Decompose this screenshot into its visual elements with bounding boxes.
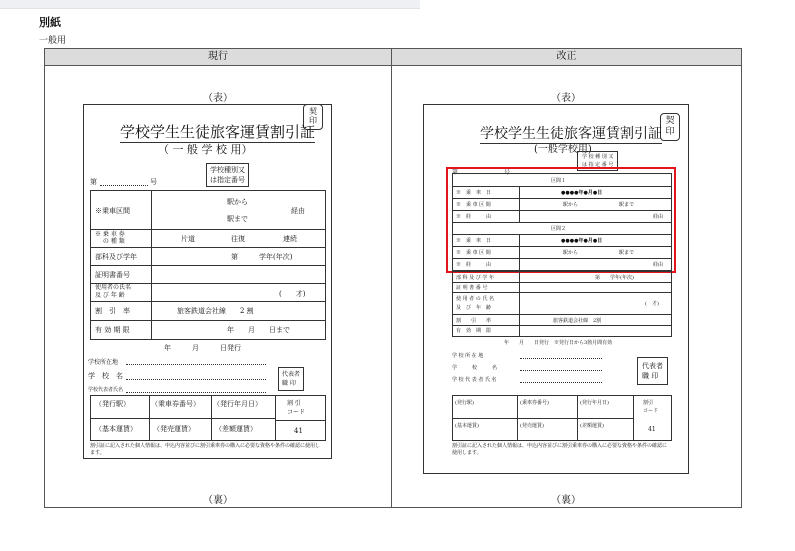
current-route-via: 経由 — [291, 207, 305, 215]
revised-section2-label: 区間２ — [551, 226, 567, 232]
revised-section1-via-label: ※ 経 由 — [456, 214, 492, 220]
revised-grid-base-fare: (基本運賃) — [455, 423, 479, 429]
revised-grid-sale-fare: (発売運賃) — [520, 423, 544, 429]
current-principal: 学校代表者氏名 — [88, 387, 124, 393]
revised-no-label: 号 — [504, 169, 511, 176]
current-school-type: 学校種別又 は指定番号 — [206, 163, 249, 187]
current-ticket-type-label: ※ 乗 車 券 の 種 類 — [95, 231, 125, 245]
revised-section2-route-label: ※ 乗 車 区 間 — [456, 250, 491, 256]
current-school-name-blank — [126, 371, 266, 380]
current-user-label: 使用者の氏名 及 び 年 齢 — [95, 284, 132, 299]
revised-section1-ride-date-label: ※ 乗 車 日 — [456, 190, 492, 196]
current-grid-issue-station: （発行駅） — [95, 400, 130, 408]
current-user-age: ( 才) — [279, 290, 306, 298]
revised-grid-discount-code: 割引 コード — [643, 400, 659, 414]
revised-school-addr-blank — [520, 352, 602, 359]
revised-user-age: ( 才) — [645, 301, 659, 307]
current-grid-sale-fare: （発売運賃） — [153, 425, 195, 433]
revised-back-grid — [452, 395, 672, 441]
current-issue-line: 年 月 日発行 — [164, 344, 241, 352]
revised-section1-route-to: 駅まで — [619, 202, 635, 208]
current-form-table — [90, 190, 326, 340]
current-discount-value: 旅客鉄道会社線 2 割 — [177, 307, 254, 315]
current-validity-label: 有 効 期 限 — [95, 326, 130, 334]
revised-section2-ride-date: ●●●●年●月●日 — [561, 238, 603, 244]
revised-section1-route-from: 駅から — [563, 202, 579, 208]
revised-user-label: 使 用 者 の 氏 名 及 び 年 齢 — [456, 296, 494, 311]
current-school-addr: 学校所在地 — [88, 359, 119, 366]
revised-section2-route-to: 駅まで — [619, 250, 635, 256]
current-ticket-type-oneway: 片道 — [181, 235, 195, 243]
current-cert-label: 証明書番号 — [95, 271, 130, 279]
top-scroll-bar — [0, 0, 420, 9]
current-no-prefix: 第 — [90, 178, 97, 186]
current-grid-issue-date: （発行年月日） — [213, 400, 262, 408]
revised-section2-via-value: 経由 — [653, 262, 664, 268]
revised-grid-ticket-no: (乗車券番号) — [520, 400, 549, 406]
revised-dept-label: 部 科 及 び 学 年 — [456, 275, 494, 281]
revised-grid-diff-fare: (差額運賃) — [580, 423, 604, 429]
current-grid-ticket-no: （乗車券番号） — [151, 400, 200, 408]
revised-section1-label: 区間１ — [551, 178, 567, 184]
revised-section2-route-from: 駅から — [563, 250, 579, 256]
current-grid-base-fare: （基本運賃） — [95, 425, 137, 433]
revised-issue-line: 年 月 日発行 ※発行日から3箇月間有効 — [504, 340, 613, 346]
column-header-current: 現行 — [45, 49, 392, 66]
revised-privacy-note: 割引証に記入された個人情報は、申込内容並びに割引乗車券の購入に必要な資格や条件の確認に使用します。 — [452, 443, 668, 456]
revised-rep-stamp: 代表者 職 印 — [637, 357, 668, 385]
revised-dept-value: 第 学年(年次) — [595, 275, 634, 281]
current-grid-discount-code: 割 引 コード — [287, 400, 306, 416]
current-route-label: ※乗車区間 — [95, 207, 130, 215]
current-route-to: 駅まで — [227, 215, 248, 223]
column-header-revised: 改正 — [392, 49, 741, 66]
revised-form-table — [452, 271, 672, 337]
current-privacy-note: 割引証に記入された個人情報は、申込内容並びに割引乗車券の購入に必要な資格や条件の確認に使用します。 — [90, 443, 321, 456]
current-back-label: （裏） — [203, 495, 233, 506]
current-grid-code-value: 41 — [294, 427, 303, 435]
current-rep-stamp: 代表者 職 印 — [278, 367, 304, 391]
current-dept-value: 第 学年(年次) — [231, 253, 293, 261]
current-dept-label: 部科及び学年 — [95, 253, 137, 261]
revised-section1-via-value: 経由 — [653, 214, 664, 220]
current-route-from: 駅から — [227, 198, 248, 206]
current-contract-stamp: 契 印 — [303, 104, 323, 130]
revised-discount-value: 旅客鉄道会社線 2割 — [553, 318, 602, 324]
current-school-addr-blank — [126, 357, 266, 365]
current-ticket-title: 学校学生生徒旅客運賃割引証 — [120, 123, 316, 141]
revised-grid-issue-station: (発行駅) — [455, 400, 474, 406]
revised-ticket-title: 学校学生生徒旅客運賃割引証 — [480, 123, 662, 144]
revised-grid-code-value: 41 — [648, 426, 656, 433]
revised-section1-route-label: ※ 乗 車 区 間 — [456, 202, 491, 208]
page-title: 別紙 — [39, 16, 61, 29]
revised-no-prefix: 第 — [452, 169, 459, 176]
current-no-label: 号 — [150, 178, 157, 186]
current-school-name: 学 校 名 — [88, 372, 123, 380]
revised-school-name: 学 校 名 — [452, 365, 498, 371]
current-ticket-subtitle: （ 一 般 学 校 用） — [158, 143, 253, 156]
current-back-grid — [90, 395, 326, 441]
current-ticket-type-continuous: 連続 — [283, 235, 297, 243]
revised-section1-ride-date: ●●●●年●月●日 — [561, 190, 603, 196]
revised-change-highlight — [446, 167, 676, 273]
revised-validity-label: 有 効 期 限 — [456, 328, 492, 334]
current-grid-diff-fare: （差額運賃） — [215, 425, 257, 433]
comparison-table — [44, 48, 742, 508]
revised-ticket — [423, 104, 689, 474]
revised-school-addr: 学 校 所 在 地 — [452, 353, 484, 359]
current-principal-blank — [126, 385, 266, 393]
revised-school-name-blank — [520, 364, 602, 371]
revised-front-label: （表） — [551, 93, 581, 104]
revised-contract-stamp: 契 印 — [660, 113, 680, 141]
current-no-blank — [100, 177, 148, 186]
current-validity-value: 年 月 日まで — [227, 326, 290, 334]
revised-grid-issue-date: (発行年月日) — [580, 400, 609, 406]
current-ticket-type-round: 往復 — [231, 235, 245, 243]
current-ticket — [83, 104, 332, 459]
current-discount-label: 割 引 率 — [95, 307, 130, 315]
revised-cert-label: 証 明 書 番 号 — [456, 285, 488, 291]
revised-principal-blank — [520, 376, 602, 383]
revised-ticket-subtitle: (一般学校用) — [534, 144, 592, 155]
revised-discount-label: 割 引 率 — [456, 318, 492, 324]
page-subtitle: 一般用 — [39, 36, 67, 46]
current-front-label: （表） — [203, 93, 233, 104]
revised-school-type: 学 校 種 別 又 は 指 定 番 号 — [577, 151, 618, 171]
column-divider — [391, 49, 392, 507]
revised-principal: 学 校 代 表 者 氏 名 — [452, 377, 497, 383]
revised-section2-via-label: ※ 経 由 — [456, 262, 492, 268]
revised-back-label: （裏） — [551, 495, 581, 506]
revised-section2-ride-date-label: ※ 乗 車 日 — [456, 238, 492, 244]
